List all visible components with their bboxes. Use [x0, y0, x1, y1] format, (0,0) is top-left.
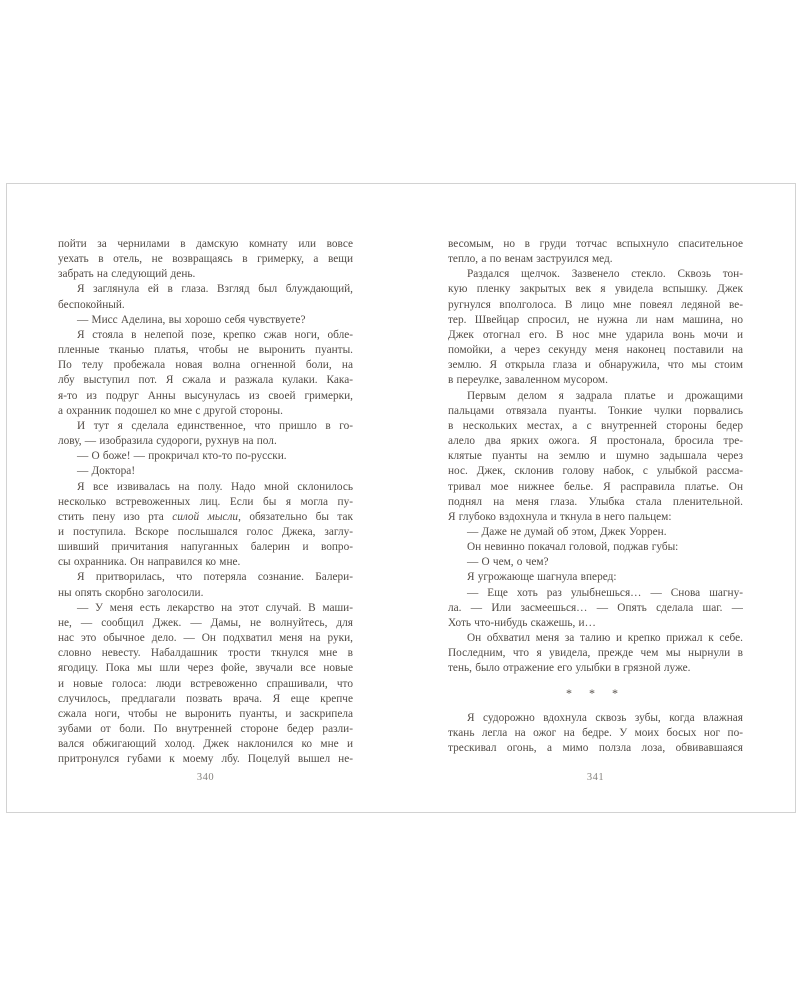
- text-line: Я глубоко вздохнула и ткнула в него пальцем:: [448, 510, 672, 523]
- text-line: По телу пробежала новая волна огненной боли, на: [58, 359, 353, 372]
- text-line: лбу выступил пот. Я сжала и разжала кулаки. Кака-: [58, 374, 353, 387]
- text-line: шивший причитания напуганных балерин и вопро-: [58, 541, 353, 554]
- text-line: — У меня есть лекарство на этот случай. В маши-: [77, 601, 353, 614]
- text-line: алело два ярких ожога. Я простонала, бросила тре-: [448, 435, 743, 448]
- text-line: Я заглянула ей в глаза. Взгляд был блуждающий,: [77, 283, 353, 296]
- text-line: вался обжигающий холод. Джек наклонился ко мне и: [58, 738, 353, 751]
- text-line: а охранник подошел ко мне с другой стороны.: [58, 404, 283, 417]
- text-line: поднял на меня глаза. Улыбка стала пленительной.: [448, 495, 743, 508]
- text-line: ягодицу. Пока мы шли через фойе, звучали все новые: [58, 662, 353, 675]
- text-line: я-то из подруг Анны высунулась из своей гримерки,: [58, 389, 353, 402]
- text-line: лову, — изобразила судороги, рухнув на пол.: [58, 435, 277, 448]
- text-line: забрать на следующий день.: [58, 268, 196, 281]
- text-line: помойки, а через секунду меня наконец поставили на: [448, 344, 743, 357]
- text-line: пленные тканью платья, чтобы не выронить пуанты.: [58, 344, 353, 357]
- page-left: [58, 237, 353, 783]
- text-line: нас это обычное дело. — Он подхватил меня на руки,: [58, 632, 353, 645]
- text-line: пойти за чернилами в дамскую комнату или вовсе: [58, 238, 353, 250]
- text-line: пальцами отвязала пуанты. Тонкие чулки порвались: [448, 404, 743, 417]
- text-line: тер. Швейцар спросил, не нужна ли нам машина, но: [448, 313, 743, 326]
- text-line: несколько встревоженных лиц. Если бы я могла пу-: [58, 495, 353, 508]
- text-line: ткань легла на ожог на бедре. У моих босых ног по-: [448, 726, 743, 739]
- text-line: стить пену изо рта силой мысли, обязательно бы так: [58, 510, 353, 523]
- text-line: сжала ноги, чтобы не выронить пуанты, и заскрипела: [58, 707, 353, 720]
- text-line: Я все извивалась на полу. Надо мной склонилось: [77, 480, 353, 493]
- text-line: нос. Джек, склонив голову набок, с улыбкой рассма-: [448, 465, 743, 478]
- text-line: зубами от боли. По внутренней стороне бедер разли-: [58, 723, 353, 735]
- text-line: словно невесту. Набалдашник трости ткнулся мне в: [58, 647, 353, 660]
- text-line: тепло, а по венам заструился мед.: [448, 253, 613, 266]
- text-line: весомым, но в груди тотчас вспыхнуло спасительное: [448, 238, 743, 250]
- text-line: — О боже! — прокричал кто-то по-русски.: [77, 450, 287, 463]
- text-line: Я притворилась, что потеряла сознание. Балери-: [77, 571, 353, 584]
- text-line: Раздался щелчок. Зазвенело стекло. Сквозь тон-: [467, 268, 743, 281]
- text-line: ны опять скорбно заголосили.: [58, 586, 204, 599]
- text-line: уехать в отель, не возвращаясь в гримерку, а вещи: [58, 253, 353, 266]
- text-line: Последним, что я увидела, прежде чем мы нырнули в: [448, 647, 743, 660]
- page-number: 340: [196, 772, 215, 783]
- text-line: кую пленку закрытых век я увидела вспышку. Джек: [448, 283, 743, 296]
- text-line: — Еще хоть раз улыбнешься… — Снова шагну-: [467, 586, 743, 599]
- text-line: Джек отогнал его. В нос мне ударила вонь мочи и: [448, 328, 743, 341]
- section-separator: * * *: [566, 685, 625, 700]
- text-line: сы охранника. Он направился ко мне.: [58, 556, 241, 569]
- text-line: ла. — Или засмеешься… — Опять сделала шаг. —: [448, 601, 743, 614]
- text-line: ругнулся вполголоса. В лицо мне повеял ледяной ве-: [448, 298, 743, 311]
- text-line: Он обхватил меня за талию и крепко прижал к себе.: [467, 632, 743, 645]
- text-line: и новые голоса: люди встревоженно спрашивали, что: [58, 677, 353, 690]
- text-line: Я судорожно вдохнула сквозь зубы, когда влажная: [467, 711, 743, 724]
- text-line: Я угрожающе шагнула вперед:: [467, 571, 617, 584]
- text-line: Хоть что-нибудь скажешь, и…: [448, 616, 596, 629]
- text-line: И тут я сделала единственное, что пришло в го-: [77, 419, 353, 432]
- text-line: тривал мое нижнее белье. Я расправила платье. Он: [448, 480, 743, 493]
- text-line: — О чем, о чем?: [467, 556, 549, 569]
- text-line: трескивал огонь, а мимо ползла лоза, обвивавшаяся: [448, 742, 743, 754]
- text-line: не, — сообщил Джек. — Дамы, не волнуйтесь, для: [58, 616, 353, 629]
- text-line: — Даже не думай об этом, Джек Уоррен.: [467, 525, 667, 538]
- text-line: в переулке, заваленном мусором.: [448, 374, 608, 387]
- text-line: тень, было отражение его улыбки в грязной луже.: [448, 662, 691, 675]
- text-line: притронулся губами к моему лбу. Поцелуй вышел не-: [58, 753, 353, 766]
- text-line: Он невинно покачал головой, поджав губы:: [467, 541, 679, 554]
- text-line: случилось, предлагали позвать врача. Я еще крепче: [58, 692, 353, 705]
- text-line: землю. Я открыла глаза и обнаружила, что мы стоим: [448, 359, 743, 372]
- text-line: и поступила. Вскоре послышался голос Джека, заглу-: [58, 525, 353, 538]
- book-spread: [6, 183, 796, 813]
- text-line: в нескольких местах, а с внутренней стороны бедер: [448, 419, 743, 432]
- text-line: Первым делом я задрала платье и дрожащими: [467, 389, 743, 402]
- page-number: 341: [586, 772, 605, 783]
- page-right: [448, 237, 743, 783]
- text-line: беспокойный.: [58, 298, 125, 311]
- text-line: — Доктора!: [77, 465, 136, 478]
- text-line: Я стояла в нелепой позе, крепко сжав ноги, обле-: [77, 328, 353, 341]
- text-line: клятые пуанты на землю и шумно задышала через: [448, 450, 743, 463]
- text-line: — Мисс Аделина, вы хорошо себя чувствуете?: [77, 313, 306, 326]
